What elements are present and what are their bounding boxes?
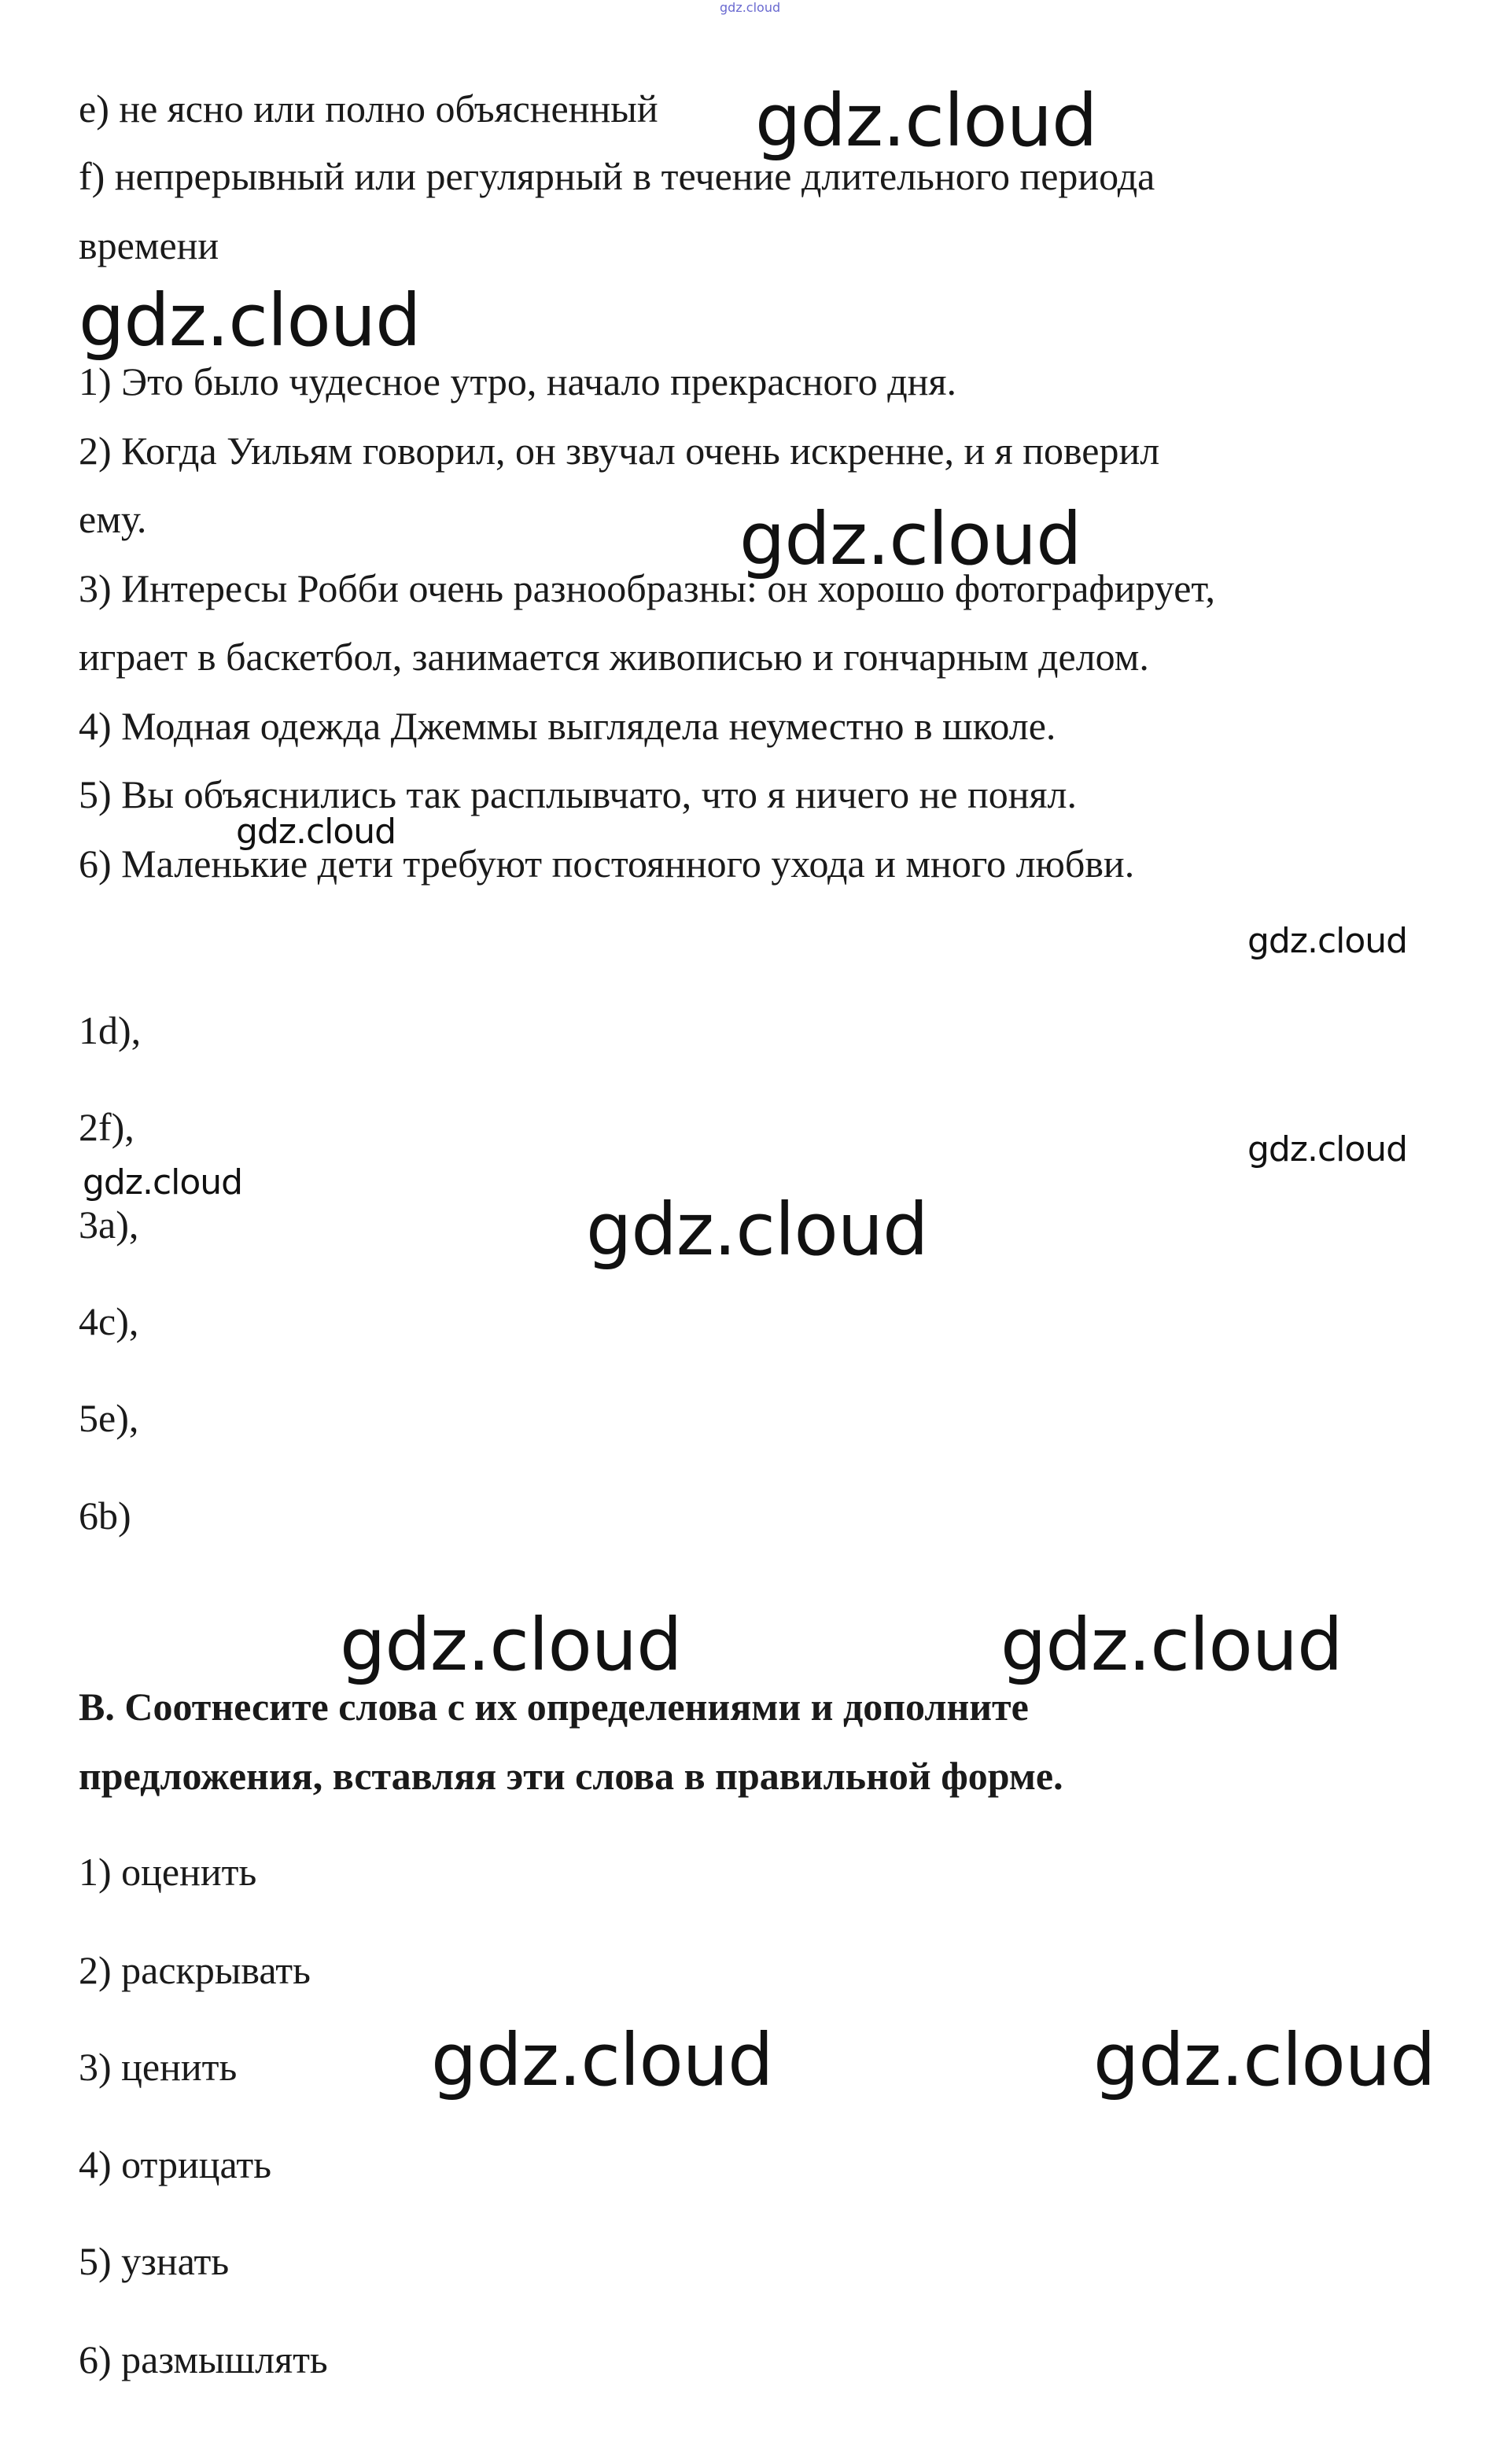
sentence-2-line1: 2) Когда Уильям говорил, он звучал очень искренне, и я поверил [79,429,1160,473]
sentence-6: 6) Маленькие дети требуют постоянного ухода и много любви. [79,842,1135,886]
watermark: gdz.cloud [586,1188,928,1272]
sentence-2-line2: ему. [79,497,147,541]
watermark: gdz.cloud [1247,921,1408,961]
answer-2: 2f), [79,1105,134,1149]
answer-3: 3a), [79,1203,139,1247]
sentence-5: 5) Вы объяснились так расплывчато, что я ничего не понял. [79,772,1077,816]
watermark: gdz.cloud [1000,1603,1343,1687]
watermark: gdz.cloud [79,278,421,363]
header-watermark: gdz.cloud [720,0,781,15]
sentence-3-line1: 3) Интересы Робби очень разнообразны: он хорошо фотографирует, [79,566,1216,610]
watermark: gdz.cloud [1247,1129,1408,1169]
answer-4: 4c), [79,1299,139,1343]
watermark: gdz.cloud [83,1162,243,1203]
answer-1: 1d), [79,1008,142,1052]
word-1: 1) оценить [79,1850,257,1894]
watermark: gdz.cloud [340,1603,682,1687]
watermark: gdz.cloud [755,79,1097,163]
word-5: 5) узнать [79,2239,230,2283]
sentence-4: 4) Модная одежда Джеммы выглядела неуместно в школе. [79,704,1056,748]
watermark: gdz.cloud [1093,2018,1435,2102]
word-2: 2) раскрывать [79,1948,311,1992]
watermark: gdz.cloud [236,812,396,852]
word-6: 6) размышлять [79,2337,328,2381]
section-b-title-line2: предложения, вставляя эти слова в правильной форме. [79,1754,1063,1798]
definition-f-line1: f) непрерывный или регулярный в течение длительного периода [79,154,1155,198]
sentence-3-line2: играет в баскетбол, занимается живописью и гончарным делом. [79,635,1149,679]
watermark: gdz.cloud [739,497,1081,581]
definition-f-line2: времени [79,223,219,267]
section-b-title-line1: B. Соотнесите слова с их определениями и дополните [79,1685,1029,1729]
definition-e: e) не ясно или полно объясненный [79,87,658,131]
watermark: gdz.cloud [431,2018,773,2102]
answer-5: 5e), [79,1396,139,1440]
sentence-1: 1) Это было чудесное утро, начало прекрасного дня. [79,359,956,403]
word-3: 3) ценить [79,2045,238,2089]
word-4: 4) отрицать [79,2142,272,2186]
answer-6: 6b) [79,1494,131,1538]
